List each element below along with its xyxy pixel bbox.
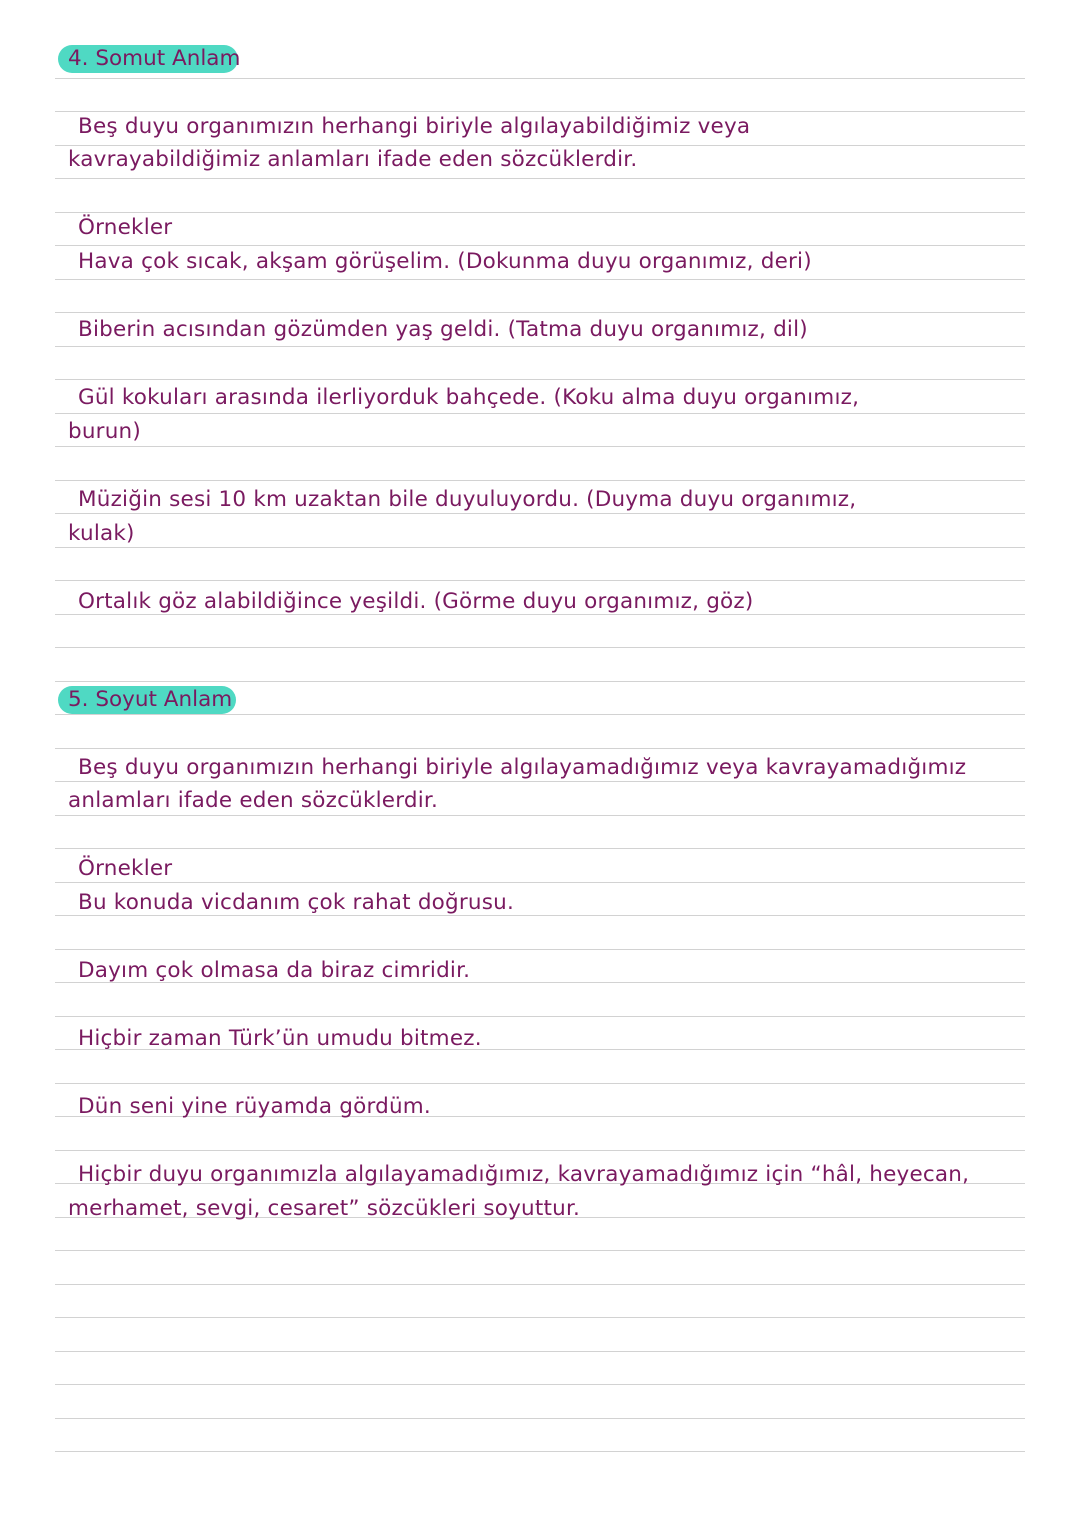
- rule-line: [55, 748, 1025, 749]
- rule-line: [55, 78, 1025, 79]
- example-line: Hava çok sıcak, akşam görüşelim. (Dokunma duyu organımız, deri): [78, 249, 812, 274]
- definition-line: Beş duyu organımızın herhangi biriyle algılayamadığımız veya kavrayamadığımız: [78, 755, 967, 780]
- example-line: burun): [68, 419, 141, 444]
- rule-line: [55, 480, 1025, 481]
- rule-line: [55, 1250, 1025, 1251]
- example-line: Bu konuda vicdanım çok rahat doğrusu.: [78, 890, 514, 915]
- section-title: 4. Somut Anlam: [68, 46, 241, 71]
- note-line: merhamet, sevgi, cesaret” sözcükleri soyuttur.: [68, 1196, 581, 1221]
- rule-line: [55, 547, 1025, 548]
- rule-line: [55, 446, 1025, 447]
- rule-line: [55, 1418, 1025, 1419]
- rule-line: [55, 1317, 1025, 1318]
- rule-line: [55, 212, 1025, 213]
- example-line: Ortalık göz alabildiğince yeşildi. (Görme duyu organımız, göz): [78, 589, 754, 614]
- rule-line: [55, 1384, 1025, 1385]
- rule-line: [55, 848, 1025, 849]
- examples-label: Örnekler: [78, 215, 173, 240]
- examples-label: Örnekler: [78, 856, 173, 881]
- example-line: Dün seni yine rüyamda gördüm.: [78, 1094, 431, 1119]
- rule-line: [55, 580, 1025, 581]
- rule-line: [55, 279, 1025, 280]
- rule-line: [55, 949, 1025, 950]
- note-line: Hiçbir duyu organımızla algılayamadığımız, kavrayamadığımız için “hâl, heyecan,: [78, 1162, 970, 1187]
- rule-line: [55, 1150, 1025, 1151]
- rule-line: [55, 681, 1025, 682]
- rule-line: [55, 1284, 1025, 1285]
- example-line: Müziğin sesi 10 km uzaktan bile duyuluyordu. (Duyma duyu organımız,: [78, 487, 857, 512]
- rule-line: [55, 882, 1025, 883]
- example-line: kulak): [68, 521, 135, 546]
- example-line: Hiçbir zaman Türk’ün umudu bitmez.: [78, 1026, 482, 1051]
- rule-line: [55, 379, 1025, 380]
- example-line: Gül kokuları arasında ilerliyorduk bahçede. (Koku alma duyu organımız,: [78, 385, 860, 410]
- rule-line: [55, 1083, 1025, 1084]
- rule-line: [55, 1451, 1025, 1452]
- definition-line: anlamları ifade eden sözcüklerdir.: [68, 788, 439, 813]
- rule-line: [55, 1016, 1025, 1017]
- definition-line: Beş duyu organımızın herhangi biriyle algılayabildiğimiz veya: [78, 114, 751, 139]
- section-heading-soyut: [58, 683, 233, 717]
- example-line: Biberin acısından gözümden yaş geldi. (Tatma duyu organımız, dil): [78, 317, 808, 342]
- rule-line: [55, 1351, 1025, 1352]
- rule-line: [55, 178, 1025, 179]
- section-heading-somut: [58, 42, 241, 76]
- section-title: 5. Soyut Anlam: [68, 687, 233, 712]
- definition-line: kavrayabildiğimiz anlamları ifade eden sözcüklerdir.: [68, 147, 638, 172]
- example-line: Dayım çok olmasa da biraz cimridir.: [78, 958, 471, 983]
- rule-line: [55, 647, 1025, 648]
